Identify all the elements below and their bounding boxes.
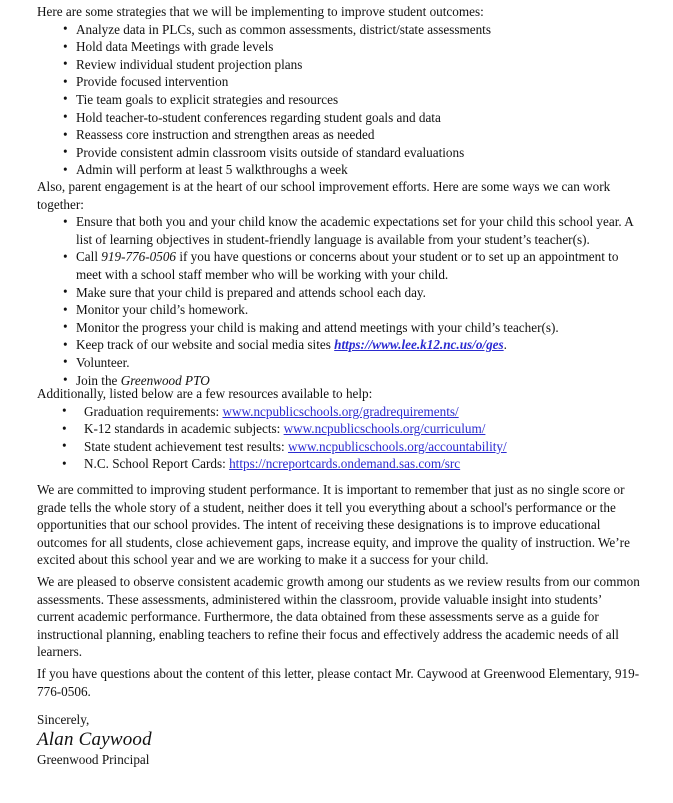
list-item <box>37 336 641 354</box>
website-suffix: . <box>503 337 507 353</box>
signature-name: Alan Caywood <box>37 728 152 750</box>
list-item: • Provide focused intervention <box>37 73 641 91</box>
phone-number: 919-776-0506 <box>101 249 177 265</box>
list-item <box>37 420 641 438</box>
closing-paragraph-1: We are committed to improving student performance. It is important to remember that just as no single score or grade tells the whole story of a student, neither does it tell you everything about a school's performance or the opportunities that our school provides. The intent of receiving these designations is to improve educational outcomes for all students, close achievement gaps, increase equity, and improve the quality of instruction. We’re excited about this school year and we are working to make it a success for your child. <box>37 482 630 568</box>
website-prefix: Keep track of our website and social media sites <box>76 337 335 353</box>
engagement-list <box>37 213 641 389</box>
graduation-requirements-link[interactable]: www.ncpublicschools.org/gradrequirements/ <box>222 403 459 419</box>
list-item: • Review individual student projection plans <box>37 56 641 74</box>
accountability-link[interactable]: www.ncpublicschools.org/accountability/ <box>288 438 507 454</box>
list-item: • Admin will perform at least 5 walkthroughs a week <box>37 161 641 179</box>
curriculum-standards-link[interactable]: www.ncpublicschools.org/curriculum/ <box>283 421 486 437</box>
closing-paragraph-3: If you have questions about the content of this letter, please contact Mr. Caywood at Greenwood Elementary, 919-776-0506. <box>37 666 640 699</box>
list-item: • Tie team goals to explicit strategies and resources <box>37 91 641 109</box>
list-item <box>37 248 641 283</box>
resources-list <box>37 403 641 473</box>
list-item: • Provide consistent admin classroom visits outside of standard evaluations <box>37 144 641 162</box>
closing-paragraph-2: We are pleased to observe consistent academic growth among our students as we review results from our common assessments. These assessments, administered within the classroom, provide valuable insight into students’ current academic performance. Furthermore, the data obtained from these assessments serve as a guide for instructional planning, enabling teachers to refine their focus and effectively address the academic needs of all learners. <box>37 574 640 660</box>
list-item: • Monitor the progress your child is making and attend meetings with your child’s teacher(s). <box>37 319 641 337</box>
call-suffix: if you have questions or concerns about your student or to set up an appointment to meet with a school staff member who will be working with your child. <box>76 249 619 282</box>
resources-section <box>37 385 641 473</box>
list-item <box>37 403 641 421</box>
closing-paragraph-2-wrapper <box>37 573 641 661</box>
resource-label: State student achievement test results: <box>84 438 288 454</box>
school-report-cards-link[interactable]: https://ncreportcards.ondemand.sas.com/src <box>229 456 461 472</box>
signature-block <box>37 711 641 768</box>
school-website-link[interactable]: https://www.lee.k12.nc.us/o/ges <box>334 337 504 353</box>
resource-label: Graduation requirements: <box>84 403 223 419</box>
list-item: • Make sure that your child is prepared and attends school each day. <box>37 284 641 302</box>
call-prefix: Call <box>76 249 102 265</box>
engagement-intro: Also, parent engagement is at the heart of our school improvement efforts. Here are some ways we can work together: <box>37 179 611 212</box>
list-item: • Monitor your child’s homework. <box>37 301 641 319</box>
list-item: • Reassess core instruction and strengthen areas as needed <box>37 126 641 144</box>
closing-paragraph-3-wrapper <box>37 665 641 700</box>
strategies-list <box>37 21 641 179</box>
signature-closing: Sincerely, <box>37 712 90 727</box>
resource-label: K-12 standards in academic subjects: <box>84 421 284 437</box>
list-item <box>37 455 641 473</box>
strategies-intro: Here are some strategies that we will be implementing to improve student outcomes: <box>37 4 484 19</box>
list-item: • Volunteer. <box>37 354 641 372</box>
resource-label: N.C. School Report Cards: <box>84 456 230 472</box>
list-item: • Analyze data in PLCs, such as common assessments, district/state assessments <box>37 21 641 39</box>
strategies-section <box>37 3 641 179</box>
list-item: • Hold teacher-to-student conferences regarding student goals and data <box>37 109 641 127</box>
signature-title: Greenwood Principal <box>37 751 150 767</box>
list-item: • Hold data Meetings with grade levels <box>37 38 641 56</box>
engagement-section <box>37 178 641 389</box>
resources-intro: Additionally, listed below are a few resources available to help: <box>37 386 373 401</box>
pto-name: Greenwood PTO <box>120 372 210 388</box>
pto-prefix: Join the <box>76 372 121 388</box>
list-item: • Ensure that both you and your child know the academic expectations set for your child this school year. A list of learning objectives in student-friendly language is available from your student’s teacher(s). <box>37 213 641 248</box>
closing-paragraph-1-wrapper <box>37 481 641 569</box>
list-item <box>37 438 641 456</box>
